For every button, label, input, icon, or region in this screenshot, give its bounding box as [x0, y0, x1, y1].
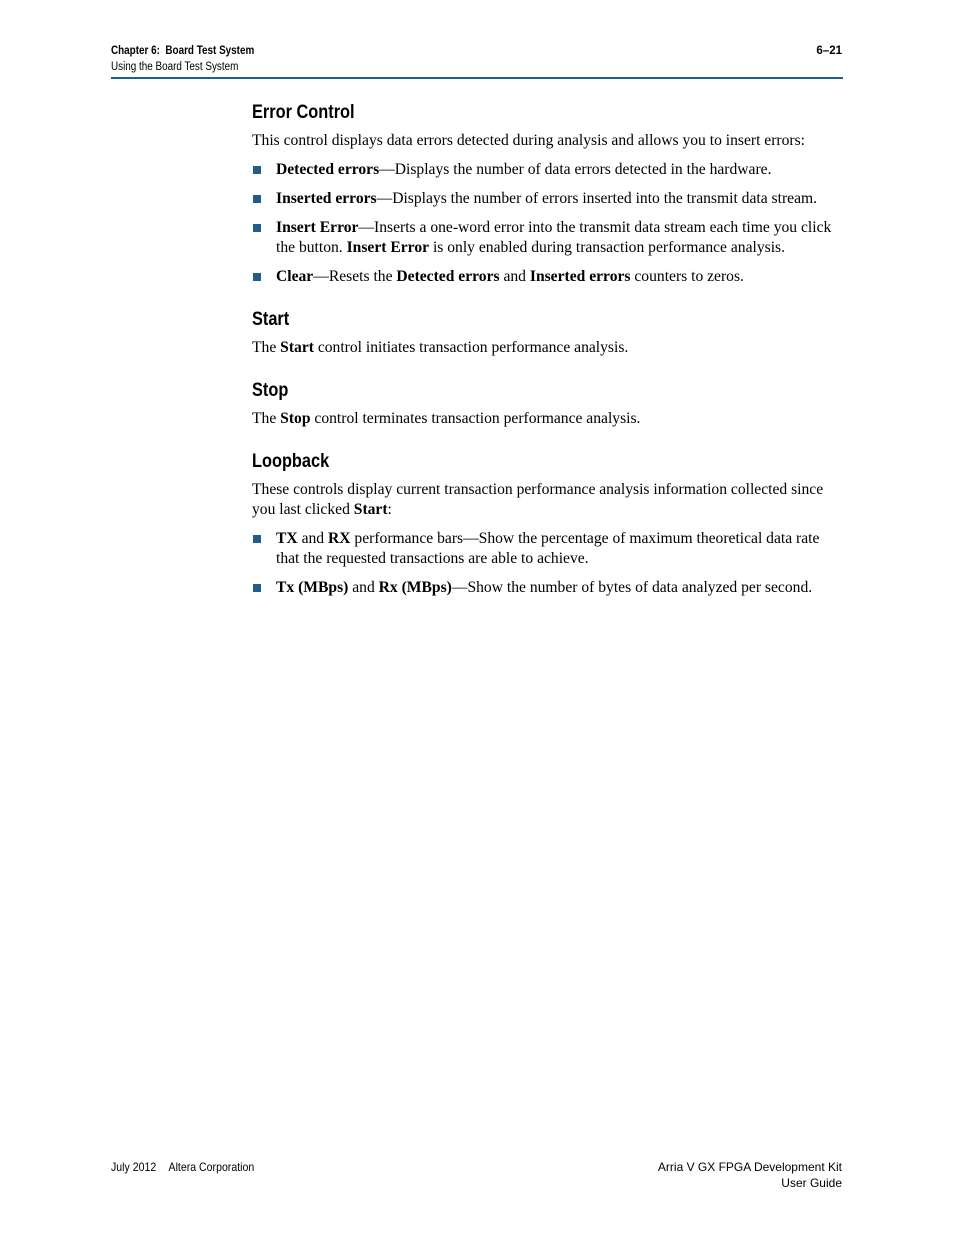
description: —Resets the — [313, 268, 397, 285]
term: Detected errors — [276, 161, 380, 178]
footer-company: Altera Corporation — [168, 1160, 255, 1174]
footer-doc-type: User Guide — [781, 1176, 842, 1190]
description: and — [499, 268, 530, 285]
footer-right — [658, 1159, 842, 1191]
error-control-heading: Error Control — [252, 102, 355, 123]
loopback-list — [252, 529, 844, 598]
page-number: 6–21 — [816, 45, 842, 57]
footer-left — [111, 1159, 254, 1175]
term: Inserted errors — [276, 190, 377, 207]
start-text: The Start control initiates transaction performance analysis. — [252, 339, 629, 356]
bullet-icon — [253, 535, 261, 543]
list-item — [252, 189, 844, 209]
list-item — [252, 160, 844, 180]
term: Inserted errors — [529, 268, 631, 285]
bullet-icon — [253, 273, 261, 281]
description: —Displays the number of errors inserted into the transmit data stream. — [376, 190, 818, 207]
term: Tx (MBps) — [276, 579, 349, 596]
loopback-heading: Loopback — [252, 451, 330, 472]
description: —Inserts a one-word error into the transmit data stream each time you click the button. — [276, 219, 832, 256]
bullet-icon — [253, 224, 261, 232]
start-heading: Start — [252, 309, 290, 330]
term: Detected errors — [396, 268, 500, 285]
bullet-icon — [253, 584, 261, 592]
stop-section — [252, 378, 844, 429]
error-control-list — [252, 160, 844, 287]
description: —Displays the number of data errors detected in the hardware. — [379, 161, 772, 178]
description: performance bars—Show the percentage of maximum theoretical data rate that the requested transactions are able to achieve. — [276, 530, 820, 567]
loopback-intro: These controls display current transaction performance analysis information collected since you last clicked Start: — [252, 481, 824, 518]
start-section — [252, 307, 844, 358]
term: Rx (MBps) — [378, 579, 452, 596]
chapter-title: Chapter 6: Board Test System — [111, 45, 255, 57]
footer-date: July 2012 — [111, 1160, 157, 1174]
description: —Show the number of bytes of data analyzed per second. — [451, 579, 813, 596]
header-rule — [111, 77, 843, 79]
section-title: Using the Board Test System — [111, 61, 239, 73]
term: Insert Error — [276, 219, 359, 236]
term: Insert Error — [346, 239, 430, 256]
list-item — [252, 218, 844, 258]
stop-heading: Stop — [252, 380, 289, 401]
term: TX — [276, 530, 298, 547]
term: Clear — [276, 268, 314, 285]
page-body — [252, 100, 844, 598]
loopback-section — [252, 449, 844, 598]
list-item — [252, 578, 844, 598]
term: RX — [327, 530, 351, 547]
description: and — [297, 530, 328, 547]
bullet-icon — [253, 195, 261, 203]
list-item — [252, 529, 844, 569]
running-header — [111, 43, 254, 75]
bullet-icon — [253, 166, 261, 174]
description: counters to zeros. — [630, 268, 744, 285]
error-control-intro: This control displays data errors detected during analysis and allows you to insert errors: — [252, 132, 806, 149]
description: and — [348, 579, 379, 596]
stop-text: The Stop control terminates transaction performance analysis. — [252, 410, 641, 427]
description: is only enabled during transaction performance analysis. — [429, 239, 785, 256]
footer-doc-title: Arria V GX FPGA Development Kit — [657, 1160, 842, 1174]
list-item — [252, 267, 844, 287]
